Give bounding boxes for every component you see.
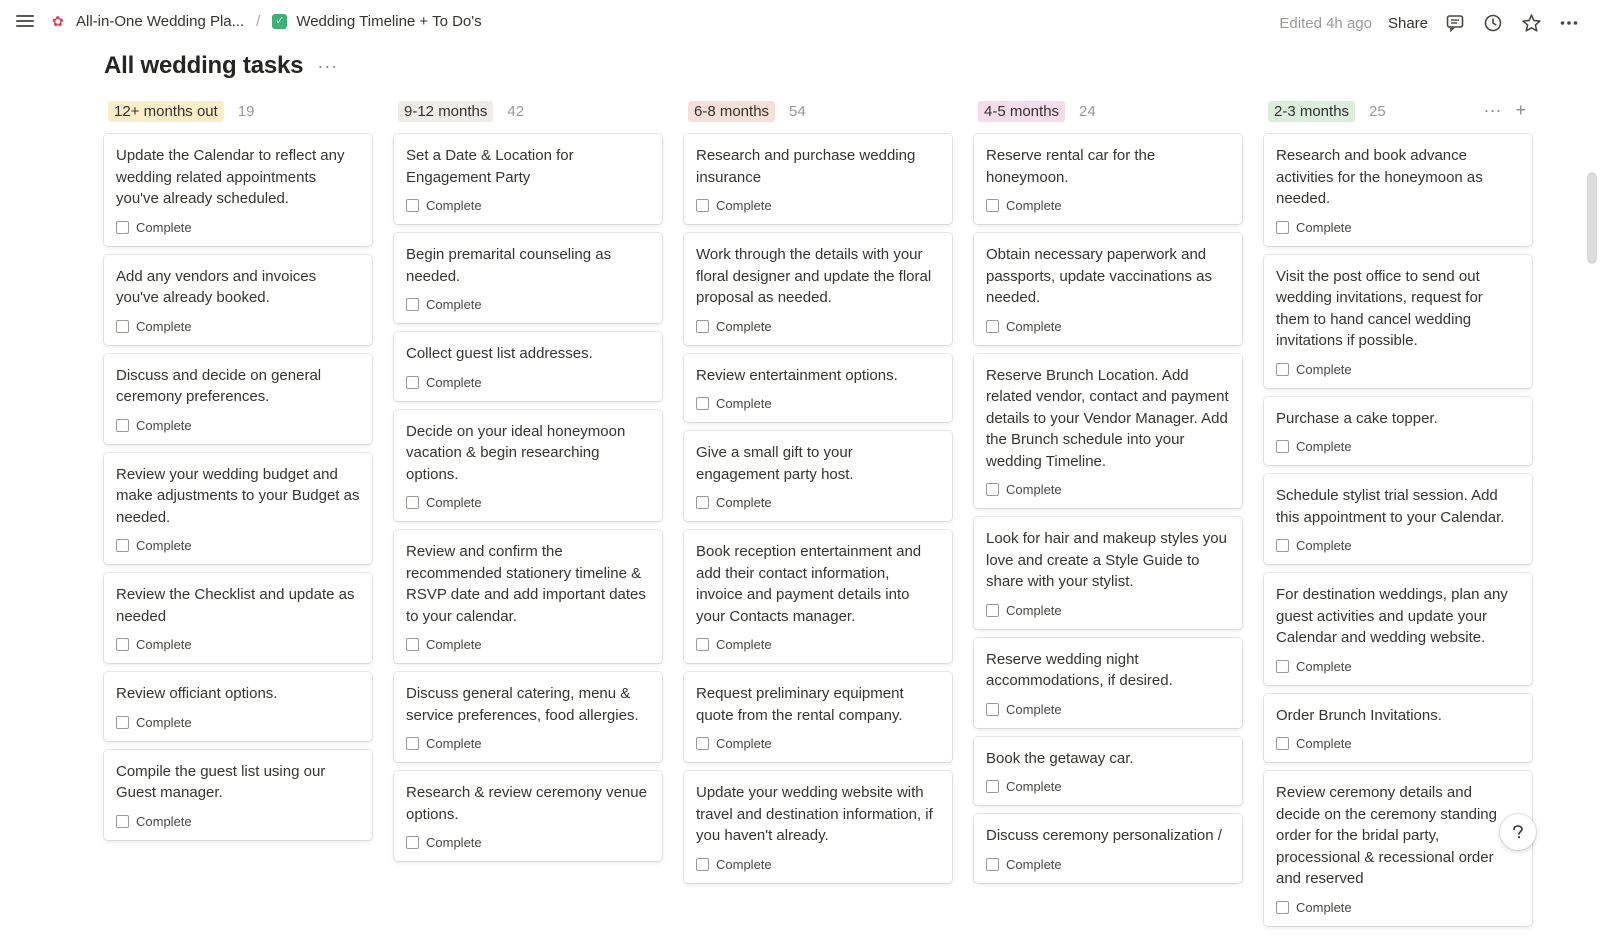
complete-checkbox[interactable] — [1276, 221, 1289, 234]
task-card[interactable] — [974, 737, 1242, 806]
complete-checkbox[interactable] — [116, 419, 129, 432]
complete-checkbox[interactable] — [406, 199, 419, 212]
task-card[interactable] — [394, 134, 662, 224]
column-header[interactable] — [978, 98, 1242, 124]
checkbox-label: Complete — [1296, 658, 1352, 674]
task-card[interactable] — [684, 431, 952, 521]
checkbox-label: Complete — [1296, 899, 1352, 915]
board-column — [974, 98, 1242, 892]
column-more-button[interactable]: ··· — [1483, 100, 1502, 120]
task-card[interactable] — [684, 771, 952, 883]
complete-checkbox[interactable] — [696, 199, 709, 212]
card-title: Book reception entertainment and add their contact information, invoice and payment details into your Contacts manager. — [696, 543, 922, 625]
task-card[interactable] — [1264, 255, 1532, 388]
task-card[interactable] — [684, 354, 952, 423]
breadcrumb-label: All-in-One Wedding Pla... — [76, 13, 245, 30]
board-column — [394, 98, 662, 870]
vertical-scrollbar[interactable] — [1586, 46, 1600, 900]
card-title: Review officiant options. — [116, 685, 278, 702]
task-card[interactable] — [104, 255, 372, 345]
checkbox-label: Complete — [1296, 439, 1352, 454]
star-icon[interactable] — [1520, 12, 1542, 34]
complete-checkbox[interactable] — [1276, 440, 1289, 453]
checkbox-label: Complete — [136, 813, 192, 829]
column-label: 2-3 months — [1268, 101, 1355, 122]
complete-checkbox[interactable] — [116, 221, 129, 234]
card-title: Review ceremony details and decide on the ceremony standing order for the bridal party, processional & recessional order and reserved — [1276, 784, 1497, 887]
complete-checkbox[interactable] — [986, 320, 999, 333]
complete-checkbox[interactable] — [696, 496, 709, 509]
wedding-icon: ✿ — [52, 13, 64, 29]
column-header[interactable] — [108, 98, 372, 124]
task-card[interactable] — [104, 750, 372, 840]
card-title: Visit the post office to send out wedding invitations, request for them to hand cancel wedding invitations if possible. — [1276, 267, 1483, 349]
breadcrumb-separator: / — [256, 13, 261, 30]
task-card[interactable] — [684, 134, 952, 224]
column-count: 42 — [507, 102, 525, 120]
checkbox-label: Complete — [426, 495, 482, 510]
card-list — [684, 134, 952, 883]
complete-checkbox[interactable] — [986, 604, 999, 617]
card-title: Look for hair and makeup styles you love and create a Style Guide to share with your stylist. — [986, 530, 1227, 590]
complete-checkbox[interactable] — [696, 737, 709, 750]
checkbox-label: Complete — [426, 198, 482, 213]
card-list — [1264, 134, 1532, 926]
card-title: Book the getaway car. — [986, 749, 1134, 767]
add-card-button[interactable]: + — [1515, 100, 1526, 120]
checkbox-label: Complete — [716, 856, 772, 872]
checkbox-label: Complete — [136, 538, 192, 553]
checkbox-label: Complete — [1006, 779, 1062, 794]
checkbox-label: Complete — [1296, 736, 1352, 751]
complete-checkbox[interactable] — [1276, 737, 1289, 750]
card-title: Reserve rental car for the honeymoon. — [986, 147, 1156, 186]
task-card[interactable] — [104, 134, 372, 246]
checkbox-label: Complete — [136, 219, 192, 235]
complete-checkbox[interactable] — [1276, 363, 1289, 376]
task-card[interactable] — [1264, 694, 1532, 763]
column-label: 12+ months out — [108, 101, 224, 122]
column-actions — [1484, 100, 1527, 121]
comment-icon[interactable] — [1444, 12, 1466, 34]
breadcrumb-item-timeline[interactable] — [272, 13, 481, 30]
checkbox-label: Complete — [426, 736, 482, 751]
card-title: Review entertainment options. — [696, 366, 898, 384]
column-label: 6-8 months — [688, 101, 775, 122]
card-title: Compile the guest list using our Guest manager. — [116, 762, 326, 801]
checkbox-label: Complete — [136, 714, 192, 730]
checkbox-label: Complete — [1296, 538, 1352, 553]
breadcrumb-item-planner[interactable] — [52, 13, 244, 30]
scrollbar-thumb[interactable] — [1587, 172, 1597, 264]
task-card[interactable] — [974, 134, 1242, 224]
page-title: All wedding tasks — [104, 52, 304, 79]
card-title: Purchase a cake topper. — [1276, 409, 1438, 427]
board-view — [104, 98, 1540, 915]
card-title: Work through the details with your floral designer and update the floral proposal as needed. — [696, 246, 932, 306]
task-card[interactable] — [104, 672, 372, 741]
column-header[interactable] — [688, 98, 952, 124]
complete-checkbox[interactable] — [986, 199, 999, 212]
task-card[interactable] — [104, 354, 372, 444]
card-title: Obtain necessary paperwork and passports, update vaccinations as needed. — [986, 246, 1212, 306]
column-label: 4-5 months — [978, 101, 1065, 122]
checkbox-label: Complete — [1006, 318, 1062, 334]
card-title: Research and book advance activities for the honeymoon as needed. — [1276, 147, 1483, 207]
column-header[interactable] — [398, 98, 662, 124]
breadcrumb-label: Wedding Timeline + To Do's — [296, 13, 482, 30]
card-title: Discuss and decide on general ceremony preferences. — [116, 366, 322, 405]
complete-checkbox[interactable] — [116, 539, 129, 552]
complete-checkbox[interactable] — [696, 397, 709, 410]
checkbox-label: Complete — [136, 417, 192, 433]
checkbox-label: Complete — [136, 318, 192, 334]
complete-checkbox[interactable] — [986, 858, 999, 871]
task-card[interactable] — [974, 354, 1242, 509]
checkbox-label: Complete — [716, 495, 772, 510]
card-title: Add any vendors and invoices you've already booked. — [116, 267, 317, 306]
checkbox-label: Complete — [1006, 198, 1062, 213]
breadcrumb — [52, 13, 482, 30]
complete-checkbox[interactable] — [116, 815, 129, 828]
complete-checkbox[interactable] — [406, 638, 419, 651]
top-bar — [0, 0, 1600, 46]
more-icon[interactable] — [1558, 12, 1580, 34]
complete-checkbox[interactable] — [406, 496, 419, 509]
column-count: 19 — [237, 102, 255, 120]
complete-checkbox[interactable] — [406, 737, 419, 750]
card-title: Reserve Brunch Location. Add related vendor, contact and payment details to your Vendor Manager. Add the Brunch schedule into your wedding Timeline. — [986, 366, 1229, 470]
complete-checkbox[interactable] — [1276, 660, 1289, 673]
column-count: 54 — [789, 102, 806, 120]
task-card[interactable] — [104, 573, 372, 663]
checkbox-label: Complete — [716, 736, 772, 751]
task-card[interactable] — [974, 814, 1242, 883]
card-title: Collect guest list addresses. — [406, 345, 593, 362]
checkbox-label: Complete — [1296, 219, 1352, 235]
checkbox-label: Complete — [426, 297, 482, 312]
checkbox-label: Complete — [136, 637, 192, 652]
task-card[interactable] — [394, 530, 662, 663]
complete-checkbox[interactable] — [116, 638, 129, 651]
task-card[interactable] — [1264, 573, 1532, 685]
card-title: Update the Calendar to reflect any wedding related appointments you've already scheduled. — [116, 147, 345, 207]
complete-checkbox[interactable] — [406, 298, 419, 311]
view-options-button[interactable]: ··· — [317, 55, 339, 76]
card-title: Review the Checklist and update as needed — [116, 586, 355, 625]
complete-checkbox[interactable] — [1276, 901, 1289, 914]
complete-checkbox[interactable] — [406, 836, 419, 849]
complete-checkbox[interactable] — [986, 780, 999, 793]
card-title: Update your wedding website with travel and destination information, if you haven't already. — [696, 784, 933, 844]
card-title: Discuss general catering, menu & service preferences, food allergies. — [406, 685, 639, 724]
card-title: Decide on your ideal honeymoon vacation & begin researching options. — [406, 422, 626, 483]
complete-checkbox[interactable] — [116, 320, 129, 333]
card-title: Reserve wedding night accommodations, if desired. — [986, 650, 1173, 689]
task-card[interactable] — [974, 517, 1242, 629]
checkbox-label: Complete — [1296, 361, 1352, 377]
checkbox-label: Complete — [716, 396, 772, 411]
complete-checkbox[interactable] — [986, 703, 999, 716]
complete-checkbox[interactable] — [696, 320, 709, 333]
task-card[interactable] — [394, 233, 662, 323]
card-title: Schedule stylist trial session. Add this appointment to your Calendar. — [1276, 487, 1505, 526]
task-card[interactable] — [394, 410, 662, 522]
hamburger-menu-icon[interactable] — [14, 12, 36, 34]
checkbox-label: Complete — [716, 198, 772, 213]
edited-status: Edited 4h ago — [1279, 14, 1372, 32]
share-button[interactable]: Share — [1387, 14, 1428, 32]
complete-checkbox[interactable] — [696, 858, 709, 871]
checkbox-label: Complete — [716, 318, 772, 334]
task-card[interactable] — [394, 672, 662, 762]
card-title: Review and confirm the recommended stationery timeline & RSVP date and add important dates to your calendar. — [406, 543, 646, 625]
board-column — [684, 98, 952, 892]
checkbox-label: Complete — [426, 637, 482, 652]
complete-checkbox[interactable] — [696, 638, 709, 651]
checkbox-label: Complete — [426, 374, 482, 390]
checkbox-label: Complete — [1006, 856, 1062, 872]
checkbox-label: Complete — [1006, 602, 1062, 618]
column-count: 24 — [1079, 102, 1096, 120]
card-title: Begin premarital counseling as needed. — [406, 246, 612, 285]
column-count: 25 — [1369, 102, 1386, 120]
column-label: 9-12 months — [398, 101, 493, 122]
card-title: Set a Date & Location for Engagement Party — [406, 147, 574, 186]
checkbox-label: Complete — [426, 835, 482, 850]
complete-checkbox[interactable] — [116, 716, 129, 729]
card-title: Give a small gift to your engagement party host. — [696, 444, 854, 483]
top-actions — [1279, 12, 1580, 34]
card-list — [974, 134, 1242, 883]
task-card[interactable] — [1264, 771, 1532, 926]
complete-checkbox[interactable] — [406, 376, 419, 389]
card-title: Review your wedding budget and make adjustments to your Budget as needed. — [116, 465, 360, 526]
card-title: Order Brunch Invitations. — [1276, 706, 1442, 724]
check-square-icon: ✓ — [272, 14, 287, 29]
task-card[interactable] — [394, 771, 662, 861]
clock-icon[interactable] — [1482, 12, 1504, 34]
task-card[interactable] — [974, 638, 1242, 728]
card-title: Research & review ceremony venue options. — [406, 784, 647, 823]
task-card[interactable] — [1264, 474, 1532, 564]
card-title: Request preliminary equipment quote from the rental company. — [696, 685, 904, 724]
checkbox-label: Complete — [716, 637, 772, 652]
task-card[interactable] — [684, 233, 952, 345]
checkbox-label: Complete — [1006, 482, 1062, 497]
task-card[interactable] — [1264, 397, 1532, 466]
board-column — [104, 98, 372, 849]
complete-checkbox[interactable] — [986, 483, 999, 496]
board-column — [1264, 98, 1532, 935]
card-title: Research and purchase wedding insurance — [696, 147, 916, 186]
card-list — [394, 134, 662, 861]
card-list — [104, 134, 372, 840]
complete-checkbox[interactable] — [1276, 539, 1289, 552]
task-card[interactable] — [104, 453, 372, 565]
task-card[interactable] — [684, 672, 952, 762]
task-card[interactable] — [394, 332, 662, 401]
checkbox-label: Complete — [1006, 701, 1062, 717]
task-card[interactable] — [1264, 134, 1532, 246]
page-header — [104, 52, 338, 80]
card-title: For destination weddings, plan any guest activities and update your Calendar and wedding website. — [1276, 586, 1508, 646]
card-title: Discuss ceremony personalization / — [986, 827, 1222, 844]
task-card[interactable] — [974, 233, 1242, 345]
help-icon[interactable] — [1500, 814, 1536, 850]
task-card[interactable] — [684, 530, 952, 663]
